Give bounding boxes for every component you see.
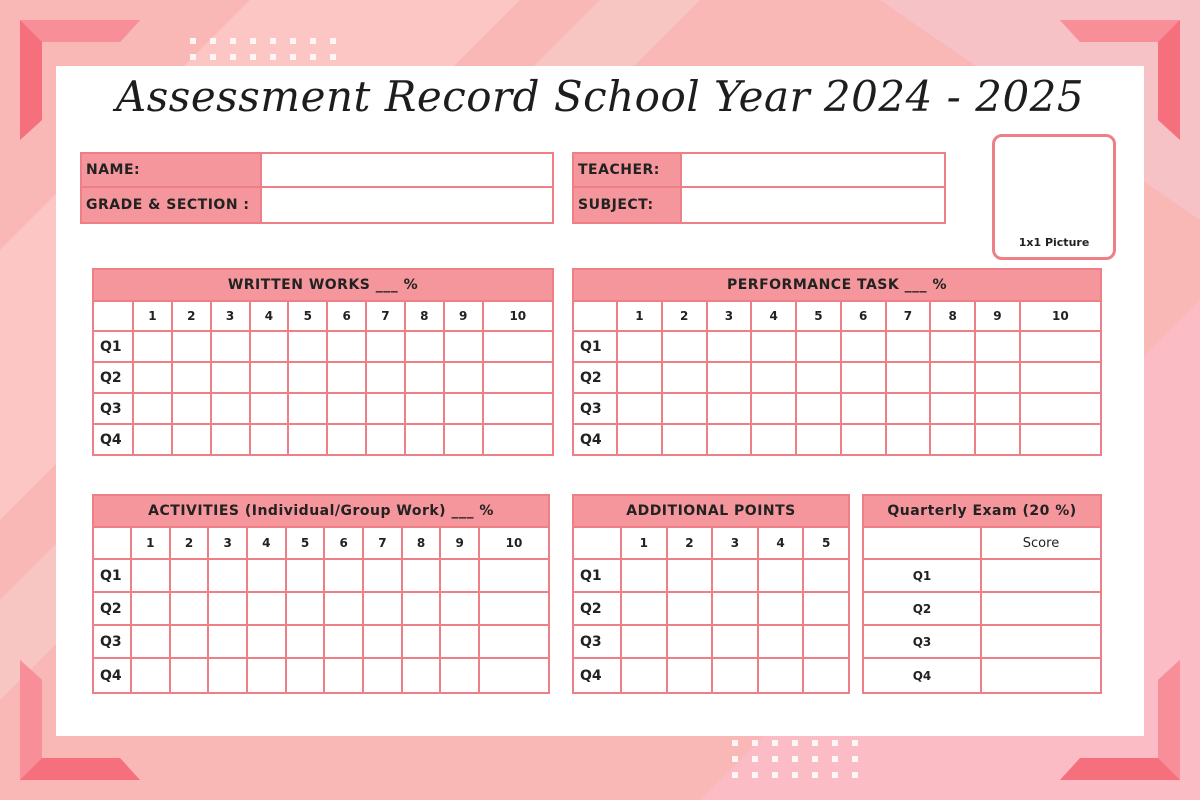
performance-task-title: PERFORMANCE TASK ___ % (573, 269, 1101, 301)
score-header: Score (981, 527, 1101, 559)
quarter-label: Q3 (93, 393, 133, 424)
subject-label: SUBJECT: (573, 187, 681, 223)
written-works-title: WRITTEN WORKS ___ % (93, 269, 553, 301)
quarterly-exam-table (862, 494, 1102, 694)
score-cell[interactable] (981, 625, 1101, 658)
quarter-label: Q4 (573, 658, 621, 693)
quarter-label: Q4 (573, 424, 617, 455)
additional-points-title: ADDITIONAL POINTS (573, 495, 849, 527)
quarter-label: Q1 (863, 559, 981, 592)
quarter-label: Q3 (573, 393, 617, 424)
activities-title: ACTIVITIES (Individual/Group Work) ___ % (93, 495, 549, 527)
quarter-label: Q1 (573, 331, 617, 362)
photo-box[interactable] (992, 134, 1116, 260)
student-info-table (80, 152, 554, 224)
quarterly-exam-title: Quarterly Exam (20 %) (863, 495, 1101, 527)
score-cell[interactable] (981, 592, 1101, 625)
name-label: NAME: (81, 153, 261, 187)
written-works-table: WRITTEN WORKS ___ % 1 2 3 4 5 6 7 8 9 10 Q1 Q2 Q3 Q4 (92, 268, 554, 456)
score-cell[interactable] (981, 559, 1101, 592)
score-cell[interactable] (981, 658, 1101, 693)
teacher-info-table (572, 152, 946, 224)
subject-field[interactable] (681, 187, 945, 223)
teacher-label: TEACHER: (573, 153, 681, 187)
additional-points-table: ADDITIONAL POINTS 1 2 3 4 5 Q1 Q2 Q3 Q4 (572, 494, 850, 694)
grade-section-label: GRADE & SECTION : (81, 187, 261, 223)
performance-task-table: PERFORMANCE TASK ___ % 1 2 3 4 5 6 7 8 9 10 Q1 Q2 Q3 Q4 (572, 268, 1102, 456)
quarter-label: Q2 (93, 362, 133, 393)
grade-section-field[interactable] (261, 187, 553, 223)
quarter-label: Q2 (573, 592, 621, 625)
name-field[interactable] (261, 153, 553, 187)
quarter-label: Q2 (573, 362, 617, 393)
photo-label: 1x1 Picture (1018, 236, 1090, 249)
quarter-label: Q4 (93, 658, 131, 693)
quarter-label: Q3 (93, 625, 131, 658)
quarter-label: Q4 (93, 424, 133, 455)
teacher-field[interactable] (681, 153, 945, 187)
page-title: Assessment Record School Year 2024 - 2025 (115, 72, 1085, 121)
quarter-label: Q4 (863, 658, 981, 693)
quarter-label: Q3 (573, 625, 621, 658)
quarter-label: Q1 (93, 559, 131, 592)
quarter-label: Q2 (93, 592, 131, 625)
quarter-label: Q1 (93, 331, 133, 362)
quarter-label: Q3 (863, 625, 981, 658)
quarter-label: Q2 (863, 592, 981, 625)
activities-table: ACTIVITIES (Individual/Group Work) ___ % 1 2 3 4 5 6 7 8 9 10 Q1 Q2 Q3 Q4 (92, 494, 550, 694)
quarter-label: Q1 (573, 559, 621, 592)
